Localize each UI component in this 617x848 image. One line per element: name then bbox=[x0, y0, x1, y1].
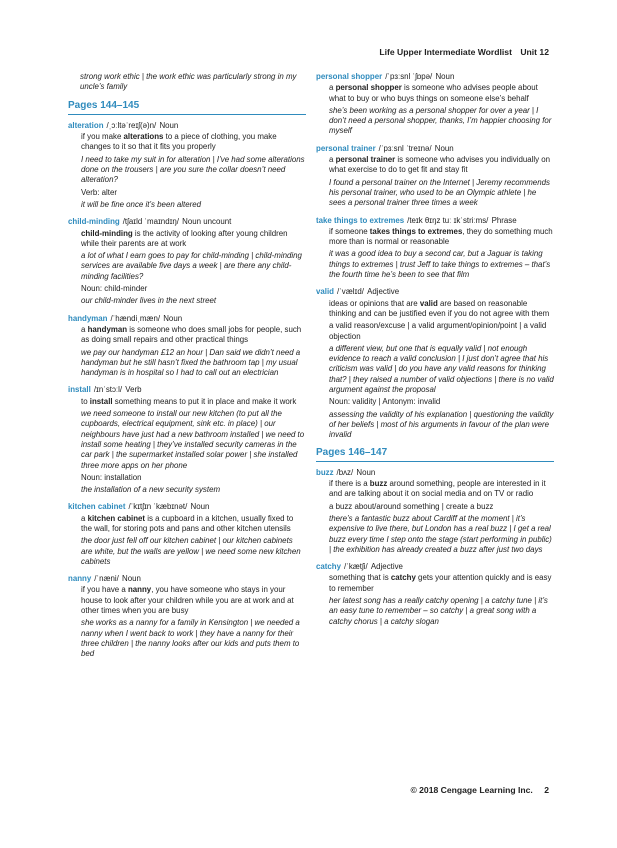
collocations: a valid reason/excuse | a valid argument/opinion/point | a valid objection bbox=[329, 321, 547, 341]
example: the installation of a new security system bbox=[81, 485, 221, 495]
definition: ideas or opinions that are valid are based on reasonable thinking and can be justified even if you do not agree with them bbox=[329, 298, 550, 318]
definition: if you make alterations to a piece of clothing, you make changes to it so that it fits you properly bbox=[81, 132, 277, 152]
part-of-speech: Phrase bbox=[491, 215, 517, 225]
page-header bbox=[379, 47, 549, 57]
pronunciation: /ˈhændiˌmæn/ bbox=[110, 313, 161, 323]
wordlist-title: Life Upper Intermediate Wordlist bbox=[379, 47, 512, 57]
headword: valid bbox=[316, 287, 334, 297]
part-of-speech: Noun bbox=[434, 143, 454, 153]
entry-alteration bbox=[68, 121, 306, 210]
part-of-speech: Noun bbox=[435, 72, 455, 81]
right-column bbox=[316, 72, 554, 634]
related-form: Noun: validity | Antonym: invalid bbox=[329, 397, 441, 407]
entry-handyman bbox=[68, 314, 306, 379]
related-form: Noun: installation bbox=[81, 472, 142, 482]
pronunciation: /ˈpɜːsnl ˈʃɒpə/ bbox=[385, 72, 433, 81]
part-of-speech: Noun bbox=[163, 313, 183, 323]
entry-personal-trainer bbox=[316, 144, 554, 209]
example: she works as a nanny for a family in Kensington | we needed a nanny when I went back to work | they have a nanny for their three children | the nanny looks after our kids and puts them to bed bbox=[81, 618, 300, 659]
pronunciation: /ˈvælɪd/ bbox=[336, 287, 364, 297]
headword: personal trainer bbox=[316, 143, 376, 153]
definition: a kitchen cabinet is a cupboard in a kitchen, usually fixed to the wall, for storing pots and pans and other kitchen utensils bbox=[81, 513, 294, 533]
page-footer bbox=[410, 785, 549, 795]
section-heading: Pages 146–147 bbox=[316, 448, 554, 462]
part-of-speech: Noun bbox=[190, 502, 210, 512]
entry-kitchen-cabinet bbox=[68, 502, 306, 567]
example: we pay our handyman £12 an hour | Dan said we didn’t need a handyman but he still hasn’t fixed the bathroom tap | my usual handyman is in hospital so I had to call out an electrician bbox=[81, 347, 301, 378]
entry-install bbox=[68, 385, 306, 495]
carryover-example: strong work ethic | the work ethic was particularly strong in my uncle’s family bbox=[80, 72, 297, 92]
definition: if someone takes things to extremes, they do something much more than is normal or reasonable bbox=[329, 226, 553, 247]
entry-buzz bbox=[316, 468, 554, 555]
definition: a personal trainer is someone who advises you individually on what exercise to do to get fit and stay fit bbox=[329, 155, 551, 175]
part-of-speech: Adjective bbox=[370, 562, 403, 572]
pronunciation: /ˈkɪtʃɪn ˈkæbɪnət/ bbox=[128, 502, 188, 512]
definition: a handyman is someone who does small jobs for people, such as doing small repairs and other practical things bbox=[81, 324, 302, 345]
entry-take-things-to-extremes bbox=[316, 216, 554, 281]
example: there’s a fantastic buzz about Cardiff at the moment | it’s expensive to live there, but London has a real buzz | I get a real buzz every time I step onto the stage (start performing in public) | the exhibition has already created a buzz after just two days bbox=[329, 513, 552, 554]
example: the door just fell off our kitchen cabinet | our kitchen cabinets are white, but the walls are yellow | we need some new kitchen cabinets bbox=[81, 536, 301, 566]
example: it will be fine once it’s been altered bbox=[81, 199, 202, 209]
definition: something that is catchy gets your attention quickly and is easy to remember bbox=[329, 573, 552, 593]
pronunciation: /bʌz/ bbox=[336, 467, 354, 477]
headword: alteration bbox=[68, 120, 104, 130]
example: it was a good idea to buy a second car, but a Jaguar is taking things to extremes | trust Jeff to take things to extremes – that’s the fourth time he’s been to see that film bbox=[329, 249, 551, 280]
pronunciation: /tʃaɪld ˈmaɪndɪŋ/ bbox=[122, 217, 179, 227]
example: our child-minder lives in the next street bbox=[81, 296, 217, 306]
entry-catchy bbox=[316, 562, 554, 627]
pronunciation: /teɪk θɪŋz tuː ɪkˈstriːms/ bbox=[407, 215, 489, 225]
pronunciation: /ˈkætʃi/ bbox=[344, 562, 368, 572]
entry-valid bbox=[316, 287, 554, 440]
part-of-speech: Adjective bbox=[367, 287, 400, 297]
pronunciation: /ˈnæni/ bbox=[94, 574, 119, 584]
part-of-speech: Verb bbox=[125, 385, 142, 395]
entry-personal-shopper bbox=[316, 72, 554, 137]
part-of-speech: Noun uncount bbox=[182, 217, 232, 227]
collocations: a buzz about/around something | create a buzz bbox=[329, 501, 494, 511]
definition: to install something means to put it in place and make it work bbox=[81, 396, 297, 406]
unit-label: Unit 12 bbox=[520, 47, 549, 57]
headword: buzz bbox=[316, 467, 334, 477]
headword: install bbox=[68, 385, 91, 395]
headword: child-minding bbox=[68, 217, 120, 227]
part-of-speech: Noun bbox=[356, 467, 376, 477]
headword: nanny bbox=[68, 574, 92, 584]
example: I found a personal trainer on the Internet | Jeremy recommends his personal trainer, who used to be an Olympic athlete | he sees a personal trainer three times a week bbox=[329, 177, 550, 208]
left-column bbox=[68, 72, 306, 667]
entry-child-minding bbox=[68, 217, 306, 306]
example: her latest song has a really catchy opening | a catchy tune | it’s an easy tune to remember – so catchy | a great song with a catchy chorus | a catchy slogan bbox=[329, 596, 548, 626]
headword: catchy bbox=[316, 562, 342, 572]
headword: take things to extremes bbox=[316, 215, 405, 225]
page-number: 2 bbox=[544, 785, 549, 795]
pronunciation: /ˈpɜːsnl ˈtreɪnə/ bbox=[378, 143, 432, 153]
part-of-speech: Noun bbox=[159, 120, 179, 130]
headword: personal shopper bbox=[316, 72, 383, 81]
definition: if there is a buzz around something, people are interested in it and are talking about it on social media and on TV or radio bbox=[329, 479, 546, 499]
definition: if you have a nanny, you have someone who stays in your house to look after your children while you are at work and at other times when you are busy bbox=[81, 585, 294, 616]
example: we need someone to install our new kitchen (to put all the cupboards, electrical equipment, sink etc. in place) | our neighbours have just had a new bathroom installed | we need to install some heating | they’ve installed security cameras in the car park | the supermarket installed solar power | she installed three more apps on her phone bbox=[81, 409, 305, 470]
definition: a personal shopper is someone who advises people about what to buy or who buys things on someone else’s behalf bbox=[329, 83, 538, 103]
entry-nanny bbox=[68, 574, 306, 659]
example: assessing the validity of his explanation | questioning the validity of her beliefs | most of his arguments in favour of the plan were invalid bbox=[329, 409, 554, 440]
section-heading: Pages 144–145 bbox=[68, 101, 306, 115]
example: she’s been working as a personal shopper for over a year | I don’t need a personal shopper, thanks, I’m happier choosing for myself bbox=[329, 105, 552, 136]
example: a different view, but one that is equally valid | not enough evidence to reach a valid conclusion | I just don’t agree that his criticism was valid | do you have any valid reasons for thinking that? | they raised a number of valid objections | there is no valid argument against the proposal bbox=[329, 343, 554, 395]
example: a lot of what I earn goes to pay for child-minding | child-minding services are available five days a week | are there any child-minding facilities? bbox=[81, 251, 302, 281]
headword: kitchen cabinet bbox=[68, 502, 126, 512]
related-form: Verb: alter bbox=[81, 187, 117, 197]
copyright: © 2018 Cengage Learning Inc. bbox=[410, 785, 533, 795]
related-form: Noun: child-minder bbox=[81, 284, 148, 294]
part-of-speech: Noun bbox=[122, 574, 141, 584]
example: I need to take my suit in for alteration | I’ve had some alterations done on the trousers | are you sure the collar doesn’t need alteration? bbox=[81, 154, 305, 185]
headword: handyman bbox=[68, 313, 108, 323]
definition: child-minding is the activity of looking after young children while their parents are at work bbox=[81, 228, 288, 248]
pronunciation: /ˌɔːltəˈreɪʃ(ə)n/ bbox=[106, 120, 157, 130]
pronunciation: /ɪnˈstɔːl/ bbox=[93, 385, 123, 395]
